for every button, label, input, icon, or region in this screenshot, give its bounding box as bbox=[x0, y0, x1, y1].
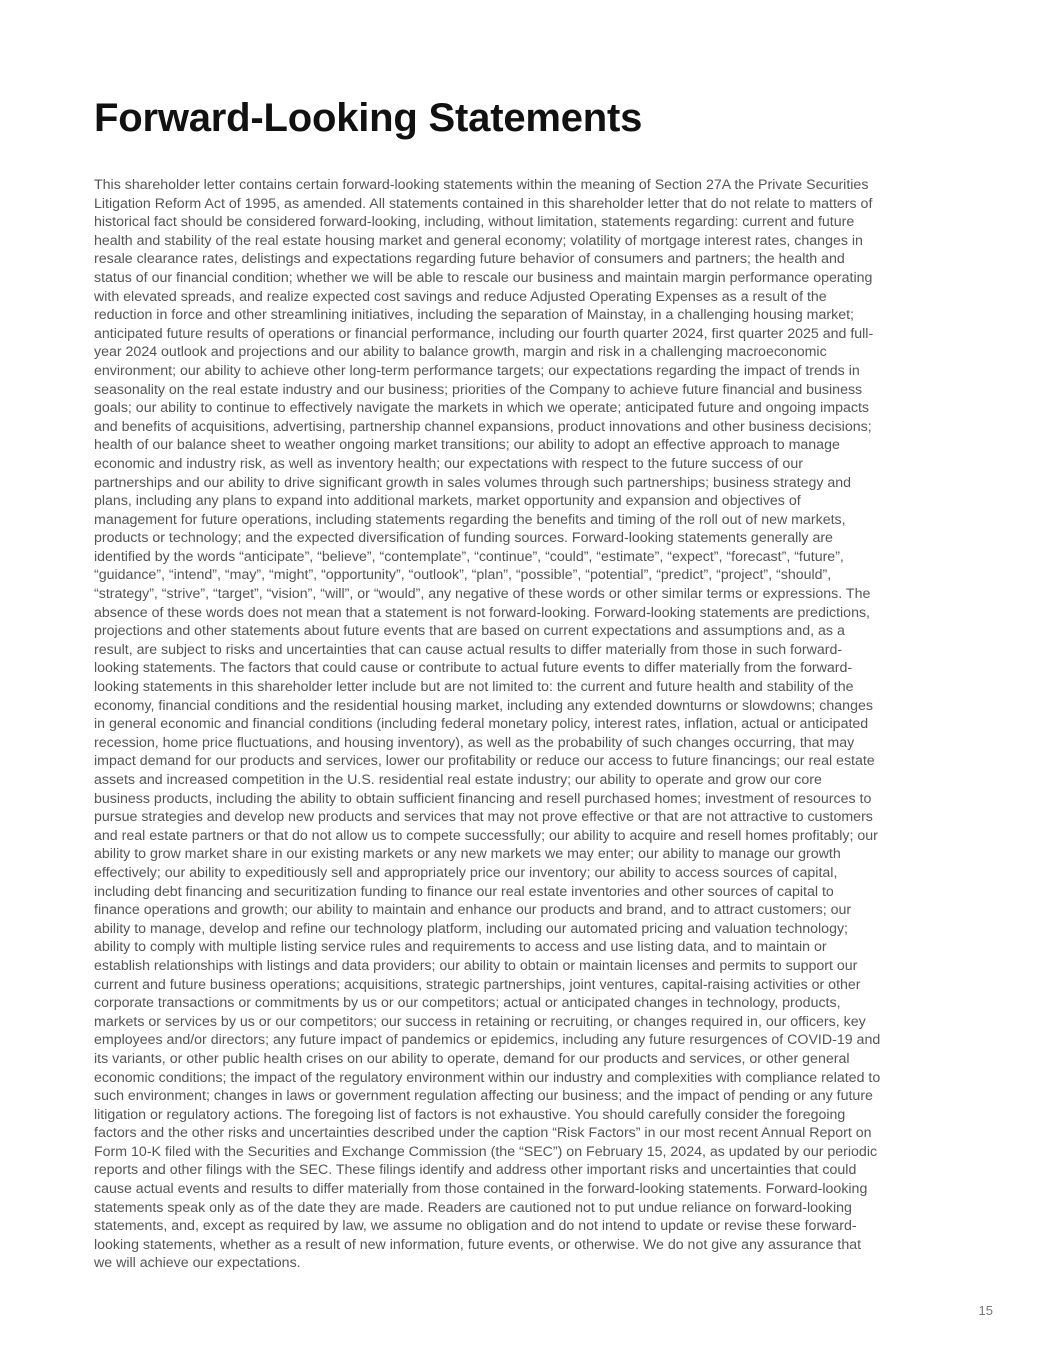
page-title: Forward-Looking Statements bbox=[94, 96, 643, 140]
body-text-line: business products, including the ability to obtain sufficient financing and resell purchased homes; investment of resources to bbox=[94, 790, 872, 807]
body-text-line: in general economic and financial conditions (including federal monetary policy, interest rates, inflation, actual or anticipated bbox=[94, 716, 869, 733]
body-text-line: its variants, or other public health crises on our ability to operate, demand for our products and services, or other general bbox=[94, 1050, 850, 1067]
page-number: 15 bbox=[978, 1303, 993, 1318]
body-text-line: statements speak only as of the date they are made. Readers are cautioned not to put undue reliance on forward-looking bbox=[94, 1199, 852, 1216]
body-text-line: goals; our ability to continue to effectively navigate the markets in which we operate; anticipated future and ongoing impacts bbox=[94, 400, 869, 417]
body-text-line: resale clearance rates, delistings and expectations regarding future behavior of consumers and partners; the health and bbox=[94, 251, 845, 268]
body-text-line: “strategy”, “strive”, “target”, “vision”, “will”, or “would”, any negative of these words or other similar terms or expressions. The bbox=[94, 586, 871, 603]
body-text-line: looking statements. The factors that could cause or contribute to actual future events to differ materially from the forward- bbox=[94, 660, 853, 677]
body-text-line: factors and the other risks and uncertainties described under the caption “Risk Factors” in our most recent Annual Report on bbox=[94, 1125, 872, 1142]
body-text-line: result, are subject to risks and uncertainties that can cause actual results to differ materially from those in such forward- bbox=[94, 641, 843, 658]
body-text-line: pursue strategies and develop new products and services that may not prove effective or that are not attractive to customers bbox=[94, 809, 873, 826]
body-text-line: recession, home price fluctuations, and housing inventory), as well as the probability of such changes occurring, that may bbox=[94, 734, 855, 751]
body-text-line: establish relationships with listings and data providers; our ability to obtain or maintain licenses and permits to support our bbox=[94, 957, 858, 974]
body-text-line: current and future business operations; acquisitions, strategic partnerships, joint ventures, capital-raising activities or other bbox=[94, 976, 861, 993]
body-text-line: Form 10-K filed with the Securities and Exchange Commission (the “SEC”) on February 15, 2024, as updated by our periodic bbox=[94, 1143, 878, 1160]
body-text-line: with elevated spreads, and realize expected cost savings and reduce Adjusted Operating Expenses as a result of the bbox=[94, 288, 827, 305]
body-text-line: looking statements in this shareholder letter include but are not limited to: the current and future health and stability of the bbox=[94, 679, 854, 696]
body-text-line: “guidance”, “intend”, “may”, “might”, “opportunity”, “outlook”, “plan”, “possible”, “potential”, “predict”, “project”, “should”, bbox=[94, 567, 832, 584]
body-text-line: economy, financial conditions and the residential housing market, including any extended downturns or slowdowns; changes bbox=[94, 697, 873, 714]
body-text-line: we will achieve our expectations. bbox=[94, 1255, 301, 1272]
body-text-line: products or technology; and the expected diversification of funding sources. Forward-looking statements generally are bbox=[94, 530, 833, 547]
body-text-line: and benefits of acquisitions, advertising, partnership channel expansions, product innovations and other business decisions; bbox=[94, 418, 872, 435]
body-text-line: year 2024 outlook and projections and our ability to balance growth, margin and risk in a challenging macroeconomic bbox=[94, 344, 827, 361]
body-text-line: looking statements, whether as a result of new information, future events, or otherwise. We do not give any assurance that bbox=[94, 1236, 862, 1253]
body-text-line: economic conditions; the impact of the regulatory environment within our industry and complexities with compliance related to bbox=[94, 1069, 881, 1086]
body-text-line: anticipated future results of operations or financial performance, including our fourth quarter 2024, first quarter 2025 and full- bbox=[94, 325, 874, 342]
body-text-line: and real estate partners or that do not allow us to compete successfully; our ability to acquire and resell homes profitably; our bbox=[94, 827, 878, 844]
body-text-line: environment; our ability to achieve other long-term performance targets; our expectations regarding the impact of trends in bbox=[94, 362, 860, 379]
body-text-line: economic and industry risk, as well as inventory health; our expectations with respect to the future success of our bbox=[94, 455, 803, 472]
body-text-line: health of our balance sheet to weather ongoing market transitions; our ability to adopt an effective approach to manage bbox=[94, 437, 840, 454]
body-text-line: including debt financing and securitization funding to finance our real estate inventories and other sources of capital to bbox=[94, 883, 834, 900]
body-text-line: ability to manage, develop and refine our technology platform, including our automated pricing and valuation technology; bbox=[94, 920, 848, 937]
body-text-line: ability to comply with multiple listing service rules and requirements to access and use listing data, and to maintain or bbox=[94, 939, 827, 956]
body-text-line: reduction in force and other streamlining initiatives, including the separation of Mainstay, in a challenging housing market; bbox=[94, 307, 854, 324]
body-text-line: reports and other filings with the SEC. These filings identify and address other important risks and uncertainties that could bbox=[94, 1162, 857, 1179]
body-text-line: cause actual events and results to differ materially from those contained in the forward-looking statements. Forward-looking bbox=[94, 1181, 868, 1198]
body-text-line: partnerships and our ability to drive significant growth in sales volumes through such partnerships; business strategy and bbox=[94, 474, 852, 491]
body-text-line: corporate transactions or commitments by us or our competitors; actual or anticipated changes in technology, products, bbox=[94, 995, 841, 1012]
body-text-line: management for future operations, including statements regarding the benefits and timing of the roll out of new markets, bbox=[94, 511, 846, 528]
body-text-line: employees and/or directors; any future impact of pandemics or epidemics, including any future resurgences of COVID-19 and bbox=[94, 1032, 881, 1049]
body-text-line: health and stability of the real estate housing market and general economy; volatility of mortgage interest rates, changes in bbox=[94, 232, 863, 249]
body-text-line: finance operations and growth; our ability to maintain and enhance our products and brand, and to attract customers; our bbox=[94, 902, 852, 919]
body-text-line: projections and other statements about future events that are based on current expectations and assumptions and, as a bbox=[94, 623, 845, 640]
body-text-line: statements, and, except as required by law, we assume no obligation and do not intend to update or revise these forward- bbox=[94, 1218, 857, 1235]
body-text-line: such environment; changes in laws or government regulation affecting our business; and the impact of pending or any future bbox=[94, 1088, 873, 1105]
body-text-line: impact demand for our products and services, lower our profitability or reduce our access to future financings; our real estate bbox=[94, 753, 875, 770]
body-text-line: identified by the words “anticipate”, “believe”, “contemplate”, “continue”, “could”, “estimate”, “expect”, “forecast”, “future”, bbox=[94, 548, 844, 565]
forward-looking-statements-body bbox=[94, 176, 964, 1273]
body-text-line: assets and increased competition in the U.S. residential real estate industry; our ability to operate and grow our core bbox=[94, 772, 822, 788]
body-text-line: Litigation Reform Act of 1995, as amended. All statements contained in this shareholder letter that do not relate to matters of bbox=[94, 195, 873, 212]
body-text-line: ability to grow market share in our existing markets or any new markets we may enter; our ability to manage our growth bbox=[94, 846, 841, 863]
body-text-line: litigation or regulatory actions. The foregoing list of factors is not exhaustive. You should carefully consider the foregoing bbox=[94, 1106, 846, 1123]
body-text-line: absence of these words does not mean that a statement is not forward-looking. Forward-looking statements are predictions, bbox=[94, 604, 870, 621]
body-text-line: historical fact should be considered forward-looking, including, without limitation, statements regarding: current and future bbox=[94, 214, 855, 231]
body-text-line: seasonality on the real estate industry and our business; priorities of the Company to achieve future financial and business bbox=[94, 381, 863, 398]
body-text-line: plans, including any plans to expand into additional markets, market opportunity and expansion and objectives of bbox=[94, 493, 801, 510]
body-text-line: status of our financial condition; whether we will be able to rescale our business and maintain margin performance operating bbox=[94, 269, 873, 286]
body-text-line: markets or services by us or our competitors; our success in retaining or recruiting, or changes required in, our officers, key bbox=[94, 1013, 866, 1030]
body-text-line: effectively; our ability to expeditiously sell and appropriately price our inventory; our ability to access sources of capital, bbox=[94, 864, 838, 881]
body-text-line: This shareholder letter contains certain forward-looking statements within the meaning of Section 27A the Private Securities bbox=[94, 177, 869, 193]
